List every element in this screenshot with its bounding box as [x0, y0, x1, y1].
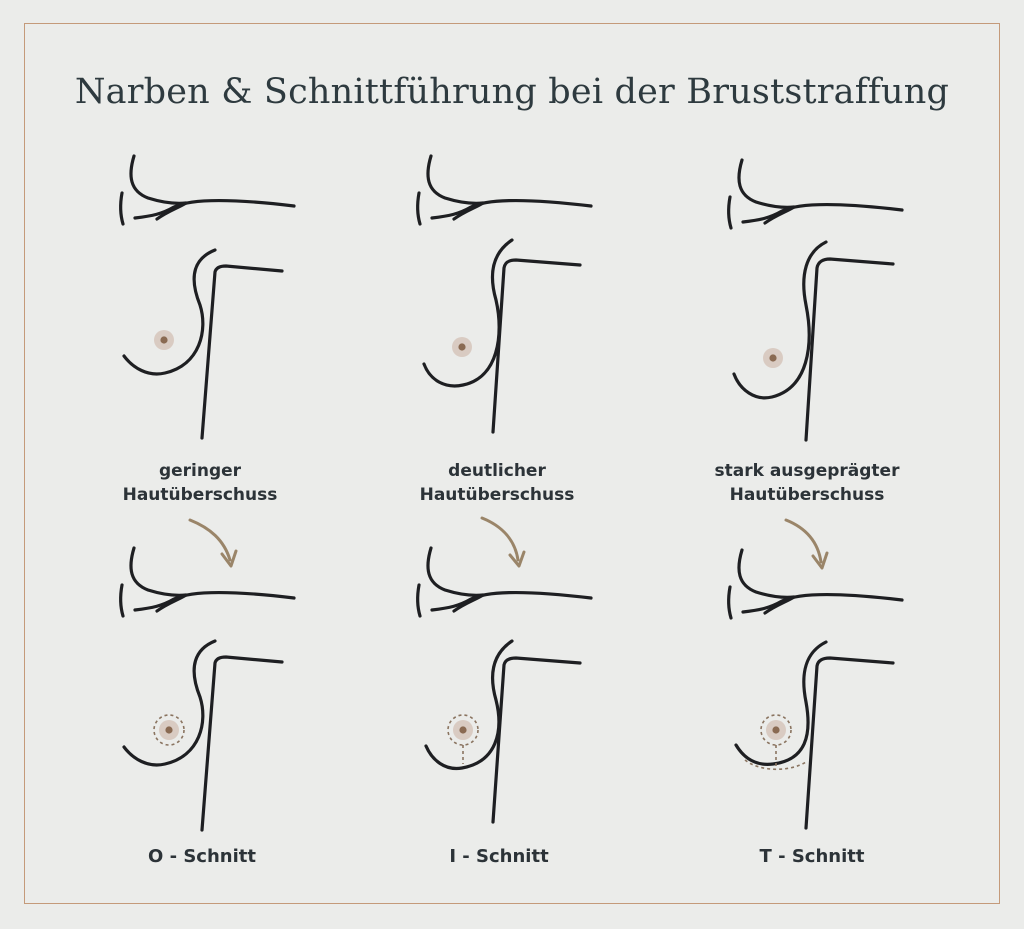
excess-label-1-line1: geringer [158, 461, 242, 481]
arrow-1 [190, 520, 236, 566]
excess-label-2-line1: deutlicher [448, 461, 546, 481]
arrow-2 [482, 518, 524, 566]
body-line-4 [202, 657, 282, 830]
excess-label-1-line2: Hautüberschuss [122, 485, 278, 505]
body-line-5 [493, 658, 580, 822]
excess-label-2-line2: Hautüberschuss [419, 485, 575, 505]
after-figure-1 [121, 548, 294, 830]
before-figure-2 [418, 156, 591, 432]
body-line-1 [202, 266, 282, 438]
cut-label-1: O - Schnitt [148, 846, 256, 867]
nipple-6 [772, 726, 779, 733]
cut-label-2: I - Schnitt [449, 846, 549, 867]
before-figure-1 [121, 156, 294, 438]
excess-label-3-line1: stark ausgeprägter [714, 461, 900, 481]
before-figure-3 [729, 160, 902, 440]
nipple-4 [165, 726, 172, 733]
nipple-3 [769, 354, 776, 361]
arrow-3 [786, 520, 827, 568]
nipple-5 [459, 726, 466, 733]
body-line-6 [806, 658, 893, 828]
excess-label-3-line2: Hautüberschuss [729, 485, 885, 505]
body-line-3 [806, 259, 893, 440]
page-title: Narben & Schnittführung bei der Bruststraffung [74, 72, 950, 112]
cut-label-3: T - Schnitt [759, 846, 865, 867]
nipple-1 [160, 336, 167, 343]
after-figure-2 [418, 548, 591, 822]
breast-outline-4 [124, 641, 215, 765]
nipple-2 [458, 343, 465, 350]
breast-outline-1 [124, 250, 215, 374]
body-line-2 [493, 260, 580, 432]
after-figure-3 [729, 550, 902, 828]
